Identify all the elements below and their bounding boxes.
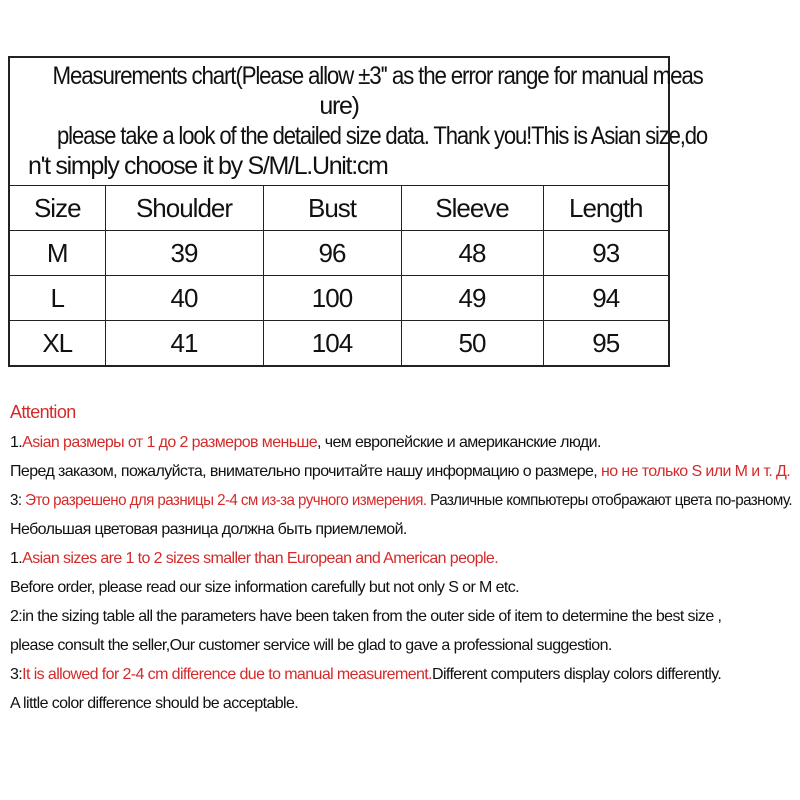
attention-label: Attention [10,402,76,422]
column-header-size: Size [10,186,105,231]
note-ru-3-prefix: 3: [10,492,26,509]
note-en-5-rest: Different computers display colors differently. [432,666,722,683]
note-ru-3-rest: Различные компьютеры отображают цвета по-разному. [426,492,792,509]
table-cell: L [10,276,105,321]
table-cell: 41 [105,321,263,366]
table-row [10,321,668,366]
table-cell: M [10,231,105,276]
note-en-1-highlight: Asian sizes are 1 to 2 sizes smaller than European and American people. [22,550,499,567]
column-header-bust: Bust [263,186,401,231]
note-en-3: 2:in the sizing table all the parameters have been taken from the outer side of item to determine the best size , [10,608,722,625]
note-ru-1-prefix: 1. [10,434,23,451]
table-cell: 40 [105,276,263,321]
column-header-sleeve: Sleeve [401,186,543,231]
table-cell: 95 [543,321,668,366]
size-chart-box [8,56,707,367]
table-cell: 96 [263,231,401,276]
size-table [10,186,668,365]
note-en-6: A little color difference should be acceptable. [10,695,299,712]
note-ru-1-rest: , чем европейские и американские люди. [317,434,601,451]
notes-section [10,398,795,718]
chart-header [10,58,707,186]
note-ru-1 [10,428,795,457]
table-cell: 49 [401,276,543,321]
note-ru-3-highlight: Это разрешено для разницы 2-4 см из-за ручного измерения. [25,492,427,509]
table-cell: 100 [263,276,401,321]
table-cell: 94 [543,276,668,321]
note-en-4: please consult the seller,Our customer service will be glad to gave a professional suggestion. [10,637,612,654]
table-header-row [10,186,668,231]
header-line-3: please take a look of the detailed size data. Thank you!This is Asian size,do [57,122,707,150]
note-en-1 [10,544,795,573]
column-header-shoulder: Shoulder [105,186,263,231]
note-en-5 [10,660,795,689]
table-row [10,231,668,276]
note-ru-2-text: Перед заказом, пожалуйста, внимательно прочитайте нашу информацию о размере, [10,463,601,480]
note-en-5-highlight: It is allowed for 2-4 cm difference due to manual measurement. [22,666,432,683]
attention-heading [10,398,795,428]
note-ru-3 [10,486,792,515]
column-header-length: Length [543,186,668,231]
note-ru-2-highlight: но не только S или М и т. Д. [601,463,791,480]
note-ru-1-highlight: Asian размеры от 1 до 2 размеров меньше [22,434,318,451]
table-cell: 39 [105,231,263,276]
table-cell: XL [10,321,105,366]
header-line-1: Measurements chart(Please allow ±3'' as the error range for manual meas [52,62,703,90]
header-line-4: n't simply choose it by S/M/L.Unit:cm [28,152,388,180]
table-cell: 104 [263,321,401,366]
table-cell: 48 [401,231,543,276]
note-en-5-prefix: 3: [10,666,23,683]
table-row [10,276,668,321]
note-ru-2 [10,457,795,486]
note-en-2: Before order, please read our size information carefully but not only S or M etc. [10,579,520,596]
table-cell: 93 [543,231,668,276]
note-ru-4: Небольшая цветовая разница должна быть приемлемой. [10,521,407,538]
note-en-1-prefix: 1. [10,550,23,567]
header-line-2: ure) [319,92,359,120]
table-cell: 50 [401,321,543,366]
